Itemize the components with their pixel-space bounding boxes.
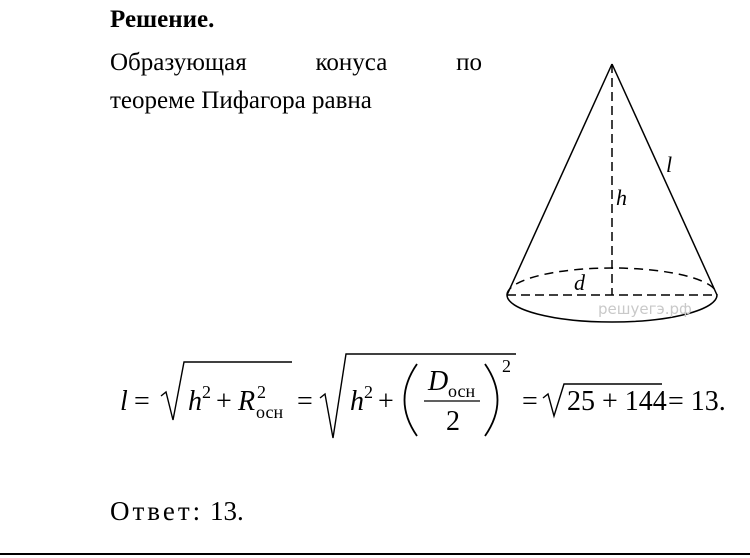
formula-R-sub: осн [256, 402, 284, 422]
answer [110, 496, 244, 527]
formula-sum: 25 + 144 [567, 386, 667, 417]
formula-eq-3: = [522, 386, 538, 417]
formula-eq-2: = [297, 386, 313, 417]
paragraph-word-2: конуса [315, 49, 388, 76]
paragraph-line-1 [110, 44, 482, 82]
paren-sup: 2 [502, 356, 511, 376]
fraction-denominator: 2 [446, 406, 460, 437]
paren-left [405, 364, 418, 436]
formula-l: l [120, 386, 128, 417]
answer-label: Ответ: [110, 496, 204, 526]
solution-heading: Решение. [110, 6, 215, 33]
formula-h-2-sup: 2 [364, 382, 373, 402]
label-height-h: h [616, 185, 627, 210]
paragraph-line-2: теореме Пифагора равна [110, 87, 372, 114]
formula-R-sup: 2 [257, 382, 266, 402]
paragraph-word-3: по [456, 49, 482, 76]
fraction-D-sub: осн [448, 381, 476, 401]
bottom-rule [0, 553, 750, 555]
formula-h-1: h [188, 386, 202, 417]
formula-plus-2: + [378, 386, 394, 417]
cone-right-generator [612, 64, 717, 295]
formula-h-1-sup: 2 [202, 382, 211, 402]
formula-plus-1: + [216, 386, 232, 417]
label-slant-l: l [666, 152, 673, 177]
cone-left-generator [507, 64, 612, 295]
watermark: решуегэ.рф [598, 300, 692, 318]
formula-R: R [238, 386, 256, 417]
paren-right [485, 364, 498, 436]
cone-figure [490, 50, 730, 335]
formula-h-2: h [350, 386, 364, 417]
fraction-D: D [428, 366, 449, 397]
formula-eq-1: = [134, 386, 150, 417]
solution-paragraph [110, 44, 482, 120]
label-diameter-d: d [574, 270, 585, 295]
paragraph-word-1: Образующая [110, 49, 247, 76]
pythagoras-formula [120, 340, 740, 450]
answer-value: 13. [209, 496, 244, 526]
formula-result: = 13. [668, 386, 726, 417]
